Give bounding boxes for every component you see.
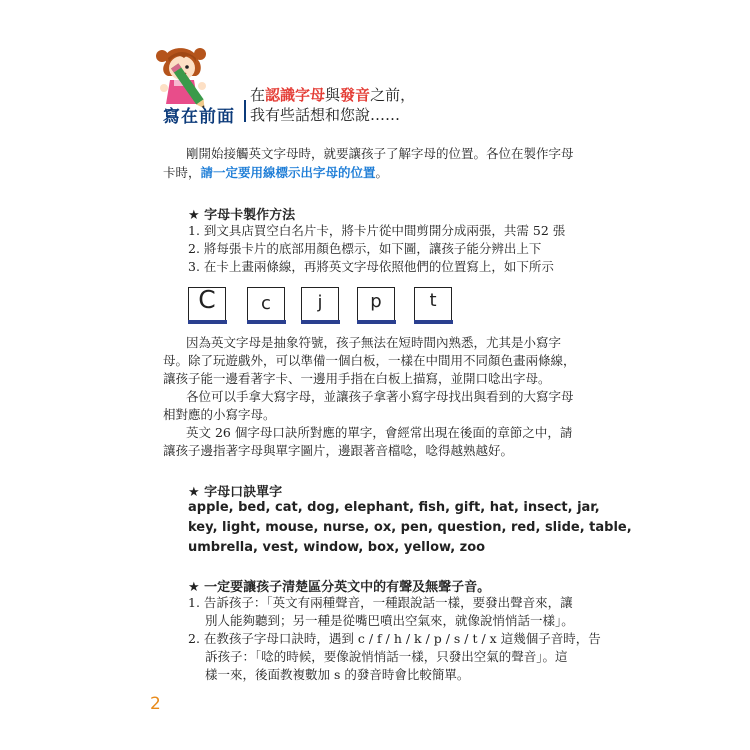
header-text: 之前， bbox=[370, 86, 416, 104]
words-line: umbrella, vest, window, box, yellow, zoo bbox=[188, 540, 486, 555]
card-step: 1. 到文具店買空白名片卡，將卡片從中間剪開分成兩張，共需 52 張 bbox=[188, 223, 566, 238]
header-line-1 bbox=[250, 84, 415, 105]
card-method-heading: ★ 字母卡製作方法 bbox=[188, 208, 296, 223]
voice-item-line: 1. 告訴孩子：「英文有兩種聲音，一種跟說話一樣，要發出聲音來，讓 bbox=[188, 595, 573, 610]
card-letter: t bbox=[429, 290, 437, 311]
voice-item-line: 2. 在教孩子字母口訣時，遇到 c / f / h / k / p / s / t / x 這幾個子音時，告 bbox=[188, 631, 601, 646]
header-line-2: 我有些話想和您說…… bbox=[250, 106, 401, 124]
letter-card bbox=[357, 287, 395, 320]
voice-item-line: 別人能夠聽到；另一種是從嘴巴噴出空氣來，就像說悄悄話一樣」。 bbox=[205, 613, 574, 628]
words-line: key, light, mouse, nurse, ox, pen, question, red, slide, table, bbox=[188, 520, 632, 535]
intro-line bbox=[163, 164, 388, 182]
intro-highlight: 請一定要用線標示出字母的位置 bbox=[200, 165, 376, 180]
paragraph-line: 母。除了玩遊戲外，可以準備一個白板，一樣在中間用不同顏色畫兩條線， bbox=[163, 353, 576, 368]
girl-with-pencil-icon bbox=[152, 40, 216, 110]
voiced-consonants-heading: ★ 一定要讓孩子清楚區分英文中的有聲及無聲子音。 bbox=[188, 580, 491, 595]
paragraph-line: 讓孩子邊指著字母與單字圖片，邊跟著音檔唸，唸得越熟越好。 bbox=[163, 443, 514, 458]
paragraph-line: 讓孩子能一邊看著字卡、一邊用手指在白板上描寫，並開口唸出字母。 bbox=[163, 371, 551, 386]
header-highlight: 發音 bbox=[340, 86, 371, 104]
paragraph-line: 因為英文字母是抽象符號，孩子無法在短時間內熟悉，尤其是小寫字 bbox=[186, 335, 562, 350]
alphabet-words-heading: ★ 字母口訣單字 bbox=[188, 485, 283, 500]
card-step: 2. 將每張卡片的底部用顏色標示，如下圖，讓孩子能分辨出上下 bbox=[188, 241, 542, 256]
card-step: 3. 在卡上畫兩條線，再將英文字母依照他們的位置寫上，如下所示 bbox=[188, 259, 554, 274]
letter-card bbox=[188, 287, 226, 320]
card-color-bar bbox=[301, 320, 340, 324]
voice-item-line: 樣一來，後面教複數加 s 的發音時會比較簡單。 bbox=[205, 667, 470, 682]
paragraph-line: 相對應的小寫字母。 bbox=[163, 407, 276, 422]
card-color-bar bbox=[247, 320, 286, 324]
letter-card bbox=[247, 287, 285, 320]
header-text: 與 bbox=[325, 86, 341, 104]
letter-card bbox=[414, 287, 452, 320]
card-letter: C bbox=[198, 285, 216, 314]
intro-text: 卡時， bbox=[163, 165, 201, 180]
title-divider bbox=[244, 100, 246, 122]
card-color-bar bbox=[357, 320, 396, 324]
paragraph-line: 英文 26 個字母口訣所對應的單字，會經常出現在後面的章節之中，請 bbox=[186, 425, 573, 440]
card-color-bar bbox=[414, 320, 453, 324]
paragraph-line: 各位可以手拿大寫字母，並讓孩子拿著小寫字母找出與看到的大寫字母 bbox=[186, 389, 574, 404]
card-letter: p bbox=[370, 291, 382, 312]
header-text: 在 bbox=[250, 86, 266, 104]
card-color-bar bbox=[188, 320, 227, 324]
intro-text: 。 bbox=[375, 165, 389, 180]
card-letter: c bbox=[261, 293, 271, 314]
words-line: apple, bed, cat, dog, elephant, fish, gift, hat, insect, jar, bbox=[188, 500, 600, 515]
header-highlight: 認識字母 bbox=[265, 86, 326, 104]
card-letter: j bbox=[317, 292, 323, 313]
intro-line: 剛開始接觸英文字母時，就要讓孩子了解字母的位置。各位在製作字母 bbox=[186, 146, 574, 161]
voice-item-line: 訴孩子：「唸的時候，要像說悄悄話一樣，只發出空氣的聲音」。這 bbox=[205, 649, 568, 664]
letter-card bbox=[301, 287, 339, 320]
section-title: 寫在前面 bbox=[163, 107, 235, 127]
page-number: 2 bbox=[150, 694, 161, 714]
